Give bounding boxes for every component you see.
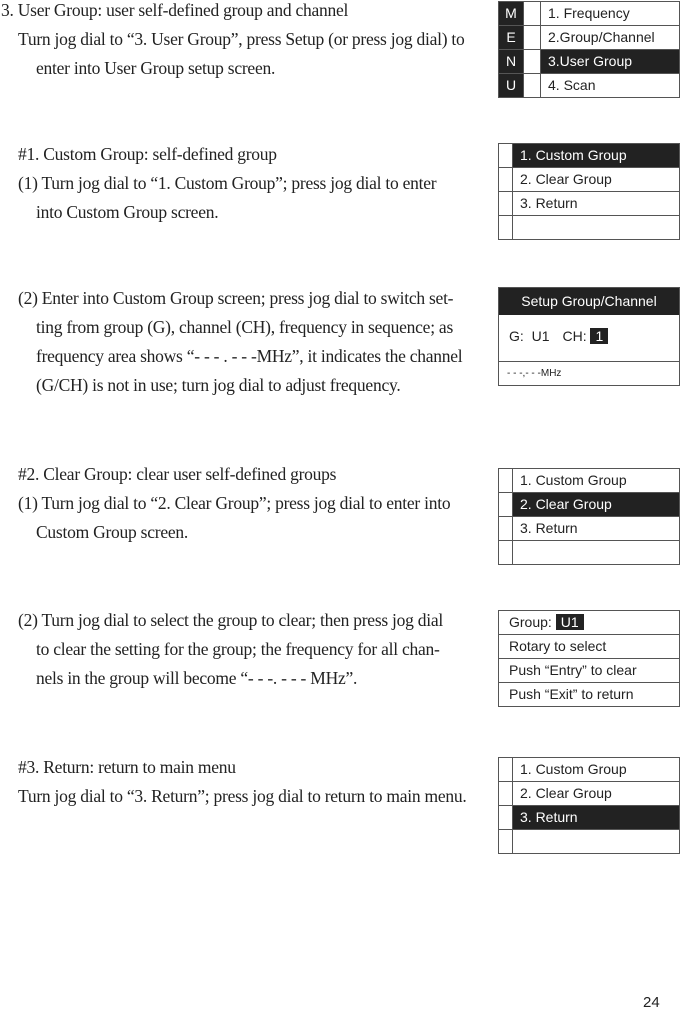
setup-group-label: G:: [509, 328, 524, 344]
custom-step2-line-1: (2) Enter into Custom Group screen; press jog dial to switch set-: [18, 288, 454, 308]
custom-group-heading: #1. Custom Group: self-defined group: [18, 144, 277, 164]
custom-step1-line-2: into Custom Group screen.: [36, 202, 219, 222]
clear-line-rotary: Rotary to select: [499, 634, 679, 658]
custom-step2-line-3: frequency area shows “- - - . - - -MHz”, it indicates the channel: [36, 346, 463, 366]
menu-letter: U: [499, 74, 524, 97]
clear-step1-line-1: (1) Turn jog dial to “2. Clear Group”; press jog dial to enter into: [18, 493, 451, 513]
ug-item-clear-group: 2. Clear Group: [520, 171, 612, 187]
custom-step1-line-1: (1) Turn jog dial to “1. Custom Group”; press jog dial to enter: [18, 173, 437, 193]
clear-step2-line-3: nels in the group will become “- - -. - - - MHz”.: [36, 668, 358, 688]
ug-item-clear-group: 2. Clear Group: [520, 785, 612, 801]
menu-item-frequency: 1. Frequency: [548, 5, 630, 21]
clear-step1-line-2: Custom Group screen.: [36, 522, 188, 542]
clear-line-exit: Push “Exit” to return: [499, 682, 679, 706]
return-step: Turn jog dial to “3. Return”; press jog dial to return to main menu.: [18, 786, 467, 806]
ug-item-custom-group: 1. Custom Group: [513, 144, 679, 167]
lcd-clear-group: [498, 610, 680, 707]
setup-channel-label: CH:: [562, 328, 587, 344]
menu-letter: M: [499, 2, 524, 25]
ug-item-return: 3. Return: [520, 195, 578, 211]
setup-group-value: U1: [531, 328, 550, 344]
menu-letter: E: [499, 26, 524, 49]
setup-frequency: - - -,- - -MHz: [507, 368, 562, 379]
clear-group-value: U1: [556, 614, 584, 630]
clear-group-label: Group:: [509, 614, 552, 630]
lcd-user-group-custom: [498, 143, 680, 240]
custom-step2-line-4: (G/CH) is not in use; turn jog dial to adjust frequency.: [36, 375, 401, 395]
setup-title: Setup Group/Channel: [499, 288, 679, 315]
clear-line-entry: Push “Entry” to clear: [499, 658, 679, 682]
ug-item-custom-group: 1. Custom Group: [520, 761, 627, 777]
menu-letter: N: [499, 50, 524, 73]
setup-channel-value: 1: [590, 328, 608, 344]
intro-line-1: Turn jog dial to “3. User Group”, press Setup (or press jog dial) to: [18, 29, 465, 49]
menu-item-scan: 4. Scan: [548, 77, 596, 93]
intro-line-2: enter into User Group setup screen.: [36, 58, 276, 78]
ug-item-clear-group: 2. Clear Group: [513, 493, 679, 516]
clear-step2-line-1: (2) Turn jog dial to select the group to clear; then press jog dial: [18, 610, 444, 630]
ug-item-empty: [513, 541, 679, 564]
return-heading: #3. Return: return to main menu: [18, 757, 236, 777]
custom-step2-line-2: ting from group (G), channel (CH), frequency in sequence; as: [36, 317, 454, 337]
lcd-setup-group-channel: [498, 287, 680, 386]
page-number: 24: [643, 994, 660, 1011]
lcd-user-group-return: [498, 757, 680, 854]
ug-item-custom-group: 1. Custom Group: [520, 472, 627, 488]
clear-group-heading: #2. Clear Group: clear user self-defined groups: [18, 464, 337, 484]
lcd-user-group-clear: [498, 468, 680, 565]
ug-item-return: 3. Return: [513, 806, 679, 829]
ug-item-empty: [513, 216, 679, 239]
ug-item-empty: [513, 830, 679, 853]
menu-item-user-group: 3.User Group: [541, 50, 679, 73]
clear-step2-line-2: to clear the setting for the group; the frequency for all chan-: [36, 639, 440, 659]
lcd-main-menu: [498, 1, 680, 98]
section-title: 3. User Group: user self-defined group and channel: [1, 0, 349, 20]
ug-item-return: 3. Return: [520, 520, 578, 536]
menu-item-group-channel: 2.Group/Channel: [548, 29, 655, 45]
